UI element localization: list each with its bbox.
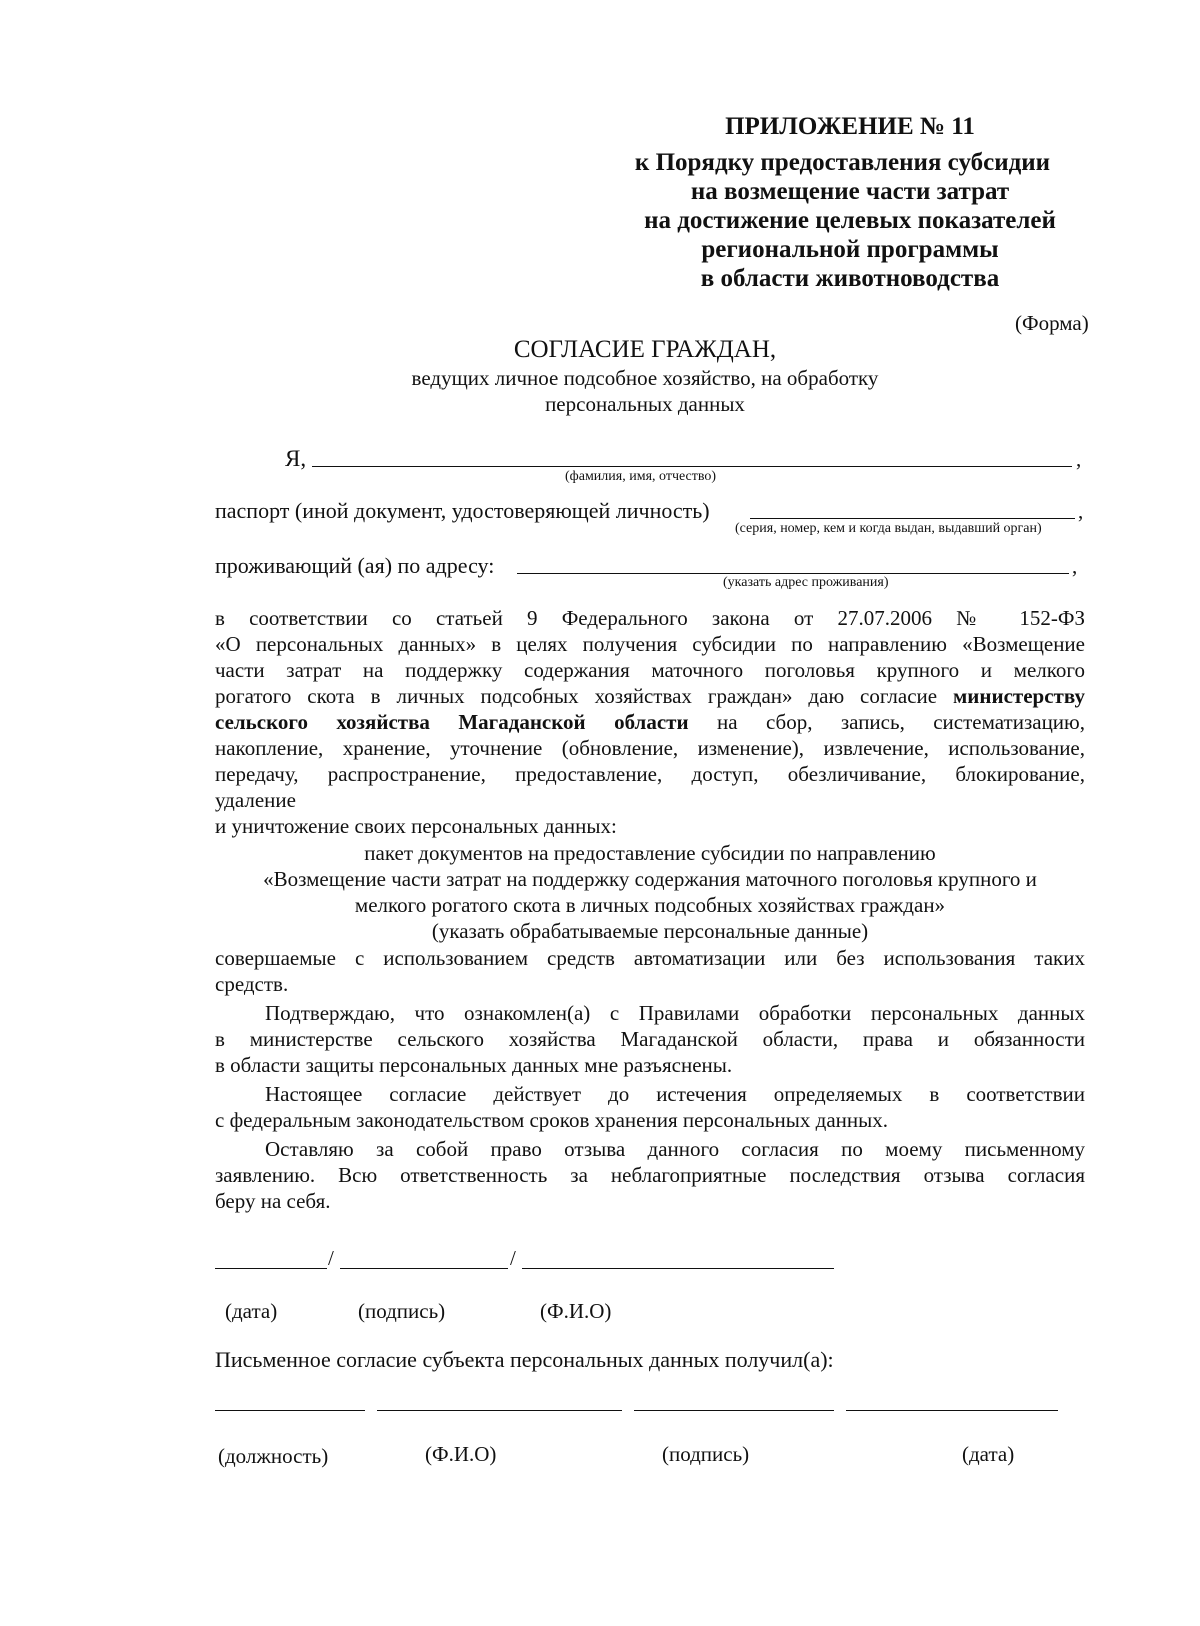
receiver-position-label: (должность) [218, 1444, 329, 1468]
body-line: и уничтожение своих персональных данных: [215, 814, 617, 838]
body-line: части затрат на поддержку содержания маточного поголовья крупного и мелкого [215, 658, 1085, 682]
receiver-date-label: (дата) [962, 1442, 1015, 1466]
appendix-line-4: региональной программы [701, 236, 999, 263]
body-line: заявлению. Всю ответственность за неблагоприятные последствия отзыва согласия [215, 1163, 1085, 1187]
body-line: Подтверждаю, что ознакомлен(а) с Правилами обработки персональных данных [265, 1001, 1085, 1025]
body-line: накопление, хранение, уточнение (обновление, изменение), извлечение, использование, [215, 736, 1085, 760]
body-line: совершаемые с использованием средств автоматизации или без использования таких [215, 946, 1085, 970]
title-line-3: персональных данных [545, 392, 745, 416]
body-line-with-bold [215, 709, 1085, 735]
document-title: СОГЛАСИЕ ГРАЖДАН, [513, 336, 777, 363]
body-line: в соответствии со статьей 9 Федерального закона от 27.07.2006 № 152-ФЗ [215, 606, 1085, 630]
address-comma: , [1072, 554, 1078, 578]
name-hint: (фамилия, имя, отчество) [565, 469, 717, 484]
signature-sign-label: (подпись) [358, 1299, 446, 1323]
passport-field[interactable] [750, 518, 1075, 519]
body-line: с федеральным законодательством сроков хранения персональных данных. [215, 1108, 888, 1132]
body-line: в министерстве сельского хозяйства Магаданской области, права и обязанности [215, 1027, 1085, 1051]
receiver-label: Письменное согласие субъекта персональных данных получил(а): [215, 1347, 834, 1372]
passport-hint: (серия, номер, кем и когда выдан, выдавший орган) [735, 521, 1042, 536]
name-comma: , [1076, 447, 1082, 471]
body-line: Оставляю за собой право отзыва данного согласия по моему письменному [265, 1137, 1085, 1161]
ministry-name: сельского хозяйства Магаданской области [215, 710, 689, 734]
signature-date-field[interactable] [215, 1268, 327, 1269]
receiver-position-field[interactable] [215, 1410, 365, 1411]
body-line: в области защиты персональных данных мне разъяснены. [215, 1053, 733, 1077]
title-line-2: ведущих личное подсобное хозяйство, на обработку [411, 366, 879, 390]
address-field[interactable] [517, 573, 1069, 574]
body-line: Настоящее согласие действует до истечения определяемых в соответствии [265, 1082, 1085, 1106]
form-label: (Форма) [1015, 311, 1089, 335]
slash-separator: / [510, 1246, 516, 1270]
slash-separator: / [328, 1246, 334, 1270]
ministry-name: министерству [953, 684, 1085, 708]
passport-label: паспорт (иной документ, удостоверяющей личность) [215, 498, 710, 523]
body-text: рогатого скота в личных подсобных хозяйствах граждан» даю согласие [215, 684, 953, 708]
signature-fio-label: (Ф.И.О) [540, 1299, 612, 1323]
centered-line: «Возмещение части затрат на поддержку содержания маточного поголовья крупного и [263, 867, 1037, 891]
receiver-date-field[interactable] [846, 1410, 1058, 1411]
body-line: беру на себя. [215, 1189, 331, 1213]
passport-comma: , [1078, 499, 1084, 523]
receiver-sign-label: (подпись) [662, 1442, 750, 1466]
appendix-line-5: в области животноводства [700, 265, 1000, 292]
name-prefix: Я, [285, 446, 307, 471]
body-line: передачу, распространение, предоставление, доступ, обезличивание, блокирование, [215, 762, 1085, 786]
appendix-line-2: на возмещение части затрат [690, 178, 1010, 205]
appendix-line-3: на достижение целевых показателей [644, 207, 1056, 234]
receiver-fio-field[interactable] [377, 1410, 622, 1411]
receiver-sign-field[interactable] [634, 1410, 834, 1411]
centered-line: пакет документов на предоставление субсидии по направлению [364, 841, 936, 865]
address-label: проживающий (ая) по адресу: [215, 553, 495, 578]
signature-date-label: (дата) [225, 1299, 278, 1323]
body-line-with-bold [215, 683, 1085, 709]
centered-line: мелкого рогатого скота в личных подсобных хозяйствах граждан» [354, 893, 946, 917]
centered-line: (указать обрабатываемые персональные данные) [431, 919, 869, 943]
body-line: средств. [215, 972, 289, 996]
body-line: «О персональных данных» в целях получения субсидии по направлению «Возмещение [215, 632, 1085, 656]
name-field[interactable] [312, 466, 1072, 467]
signature-sign-field[interactable] [340, 1268, 508, 1269]
appendix-line-1: к Порядку предоставления субсидии [634, 149, 1051, 176]
body-line: удаление [215, 788, 296, 812]
body-text: на сбор, запись, систематизацию, [688, 710, 1085, 734]
address-hint: (указать адрес проживания) [723, 575, 889, 590]
signature-fio-field[interactable] [522, 1268, 834, 1269]
appendix-number: ПРИЛОЖЕНИЕ № 11 [725, 113, 975, 140]
receiver-fio-label: (Ф.И.О) [425, 1442, 497, 1466]
